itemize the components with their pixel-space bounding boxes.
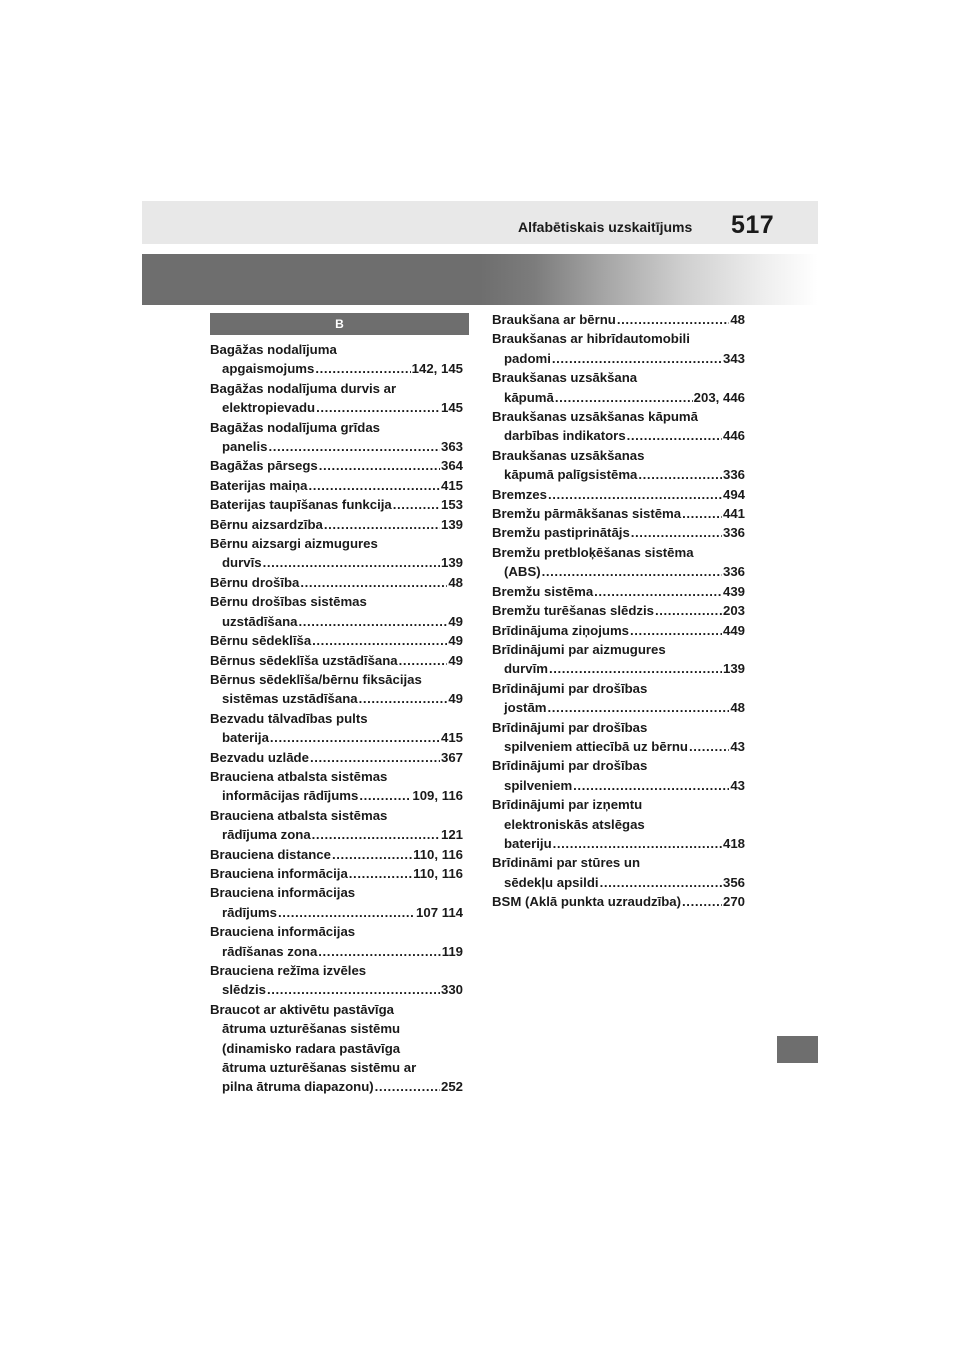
dot-leader: [548, 698, 730, 717]
dot-leader: [393, 495, 440, 514]
index-entry-final-line: [492, 834, 745, 853]
index-entry-final-line: [492, 873, 745, 892]
index-entry-page: 145: [440, 400, 463, 416]
index-entry: [210, 592, 463, 631]
dot-leader: [549, 659, 722, 678]
index-entry: [210, 845, 463, 864]
dot-leader: [553, 834, 722, 853]
index-entry-term: Bremžu sistēma: [492, 583, 594, 599]
index-entry: [492, 504, 745, 523]
dot-leader: [299, 612, 448, 631]
index-entry: [210, 651, 463, 670]
index-entry-final-line: [210, 398, 463, 417]
index-entry-page: 139: [722, 661, 745, 677]
index-entry-final-line: [492, 349, 745, 368]
dot-leader: [682, 892, 722, 911]
index-entry-page: 336: [722, 564, 745, 580]
index-entry-term: spilveniem attiecībā uz bērnu: [504, 738, 688, 754]
index-entry: [492, 329, 745, 368]
index-entry-page: 43: [730, 738, 745, 754]
index-entry: [492, 795, 745, 853]
index-entry-final-line: [210, 515, 463, 534]
index-entry: [210, 418, 463, 457]
index-entry: [210, 961, 463, 1000]
index-entry-final-line: [210, 942, 463, 961]
running-header-title: Alfabētiskais uzskaitījums: [518, 219, 693, 235]
index-entry-page: 441: [722, 506, 745, 522]
index-entry-term: BSM (Aklā punkta uzraudzība): [492, 894, 682, 910]
index-entry: [492, 310, 745, 329]
index-entry-final-line: [492, 601, 745, 620]
index-entry-final-line: [210, 359, 463, 378]
index-entry-final-line: [492, 737, 745, 756]
index-entry-term: Brauciena informācijas: [210, 924, 356, 940]
index-entry: [492, 485, 745, 504]
index-entry-final-line: [210, 689, 463, 708]
index-entry-final-line: [492, 426, 745, 445]
index-entry-term: Brauciena atbalsta sistēmas: [210, 807, 388, 823]
index-entry-page: 363: [440, 439, 463, 455]
dot-leader: [267, 980, 440, 999]
index-entry-page: 336: [722, 525, 745, 541]
index-entry-page: 110, 116: [413, 865, 463, 881]
index-entry-term: elektropievadu: [222, 400, 316, 416]
index-entry-page: 252: [440, 1079, 463, 1095]
dot-leader: [263, 553, 440, 572]
index-entry-final-line: [492, 582, 745, 601]
index-entry-term: uzstādīšana: [222, 613, 298, 629]
index-entry-term: Braukšanas uzsākšanas kāpumā: [492, 409, 698, 425]
index-entry-term: Bremzes: [492, 486, 547, 502]
dot-leader: [399, 651, 448, 670]
index-entry-term: Bērnu drošība: [210, 574, 300, 590]
index-entry-term: Brīdinājumi par drošības: [492, 719, 648, 735]
index-entry-term: sēdekļu apsildi: [504, 874, 599, 890]
index-entry-term: Bērnus sēdeklīša/bērnu fiksācijas: [210, 671, 422, 687]
index-entry: [210, 670, 463, 709]
dot-leader: [318, 942, 440, 961]
index-entry-term: Braukšanas ar hibrīdautomobili: [492, 331, 690, 347]
index-entry-term: Bērnu drošības sistēmas: [210, 594, 367, 610]
dot-leader: [630, 621, 722, 640]
index-entry-page: 49: [448, 613, 463, 629]
index-entry-term: Bērnu aizsardzība: [210, 516, 323, 532]
dot-leader: [270, 728, 440, 747]
dot-leader: [555, 388, 693, 407]
index-entry-final-line: [210, 651, 463, 670]
index-entry: [210, 515, 463, 534]
index-entry-term: spilveniem: [504, 777, 573, 793]
index-entry-term: Brīdinājumi par izņemtu: [492, 797, 643, 813]
index-entry-final-line: [492, 485, 745, 504]
index-entry-page: 153: [440, 497, 463, 513]
index-entry-term: durvīs: [222, 555, 262, 571]
index-entry-page: 49: [448, 652, 463, 668]
index-entry-final-line: [210, 495, 463, 514]
dot-leader: [349, 864, 412, 883]
index-entry-term: elektroniskās atslēgas: [504, 816, 645, 832]
index-entry-final-line: [492, 698, 745, 717]
index-entry-final-line: [210, 553, 463, 572]
index-entry: [492, 446, 745, 485]
index-entry: [492, 718, 745, 757]
index-entry-page: 139: [440, 555, 463, 571]
index-entry-term: Brauciena informācija: [210, 865, 348, 881]
index-entry-final-line: [492, 310, 745, 329]
decorative-gradient-band: [142, 254, 818, 305]
index-entry-page: 49: [448, 633, 463, 649]
index-entry-term: kāpumā: [504, 389, 554, 405]
index-entry-term: kāpumā palīgsistēma: [504, 467, 638, 483]
index-entry: [492, 601, 745, 620]
index-entry-term: Bremžu pastiprinātājs: [492, 525, 630, 541]
index-entry-final-line: [210, 825, 463, 844]
dot-leader: [324, 515, 440, 534]
index-entry-final-line: [210, 786, 463, 805]
index-entry-term: informācijas rādījums: [222, 788, 359, 804]
index-entry-term: Bremžu turēšanas slēdzis: [492, 603, 654, 619]
section-letter-header: B: [210, 313, 469, 335]
index-entry-term: pilna ātruma diapazonu): [222, 1079, 374, 1095]
index-entry-page: 121: [440, 827, 463, 843]
index-entry-page: 107 114: [416, 904, 463, 920]
index-entry-page: 415: [440, 730, 463, 746]
index-entry: [210, 379, 463, 418]
index-entry: [210, 748, 463, 767]
dot-leader: [332, 845, 412, 864]
dot-leader: [600, 873, 722, 892]
index-entry-term: panelis: [222, 439, 268, 455]
index-entry-page: 418: [722, 835, 745, 851]
index-entry-final-line: [210, 748, 463, 767]
dot-leader: [548, 485, 722, 504]
index-entry-term: sistēmas uzstādīšana: [222, 691, 358, 707]
dot-leader: [312, 825, 440, 844]
index-entry-page: 48: [730, 700, 745, 716]
dot-leader: [375, 1077, 440, 1096]
index-entry-term: Brauciena informācijas: [210, 885, 356, 901]
index-entry-final-line: [492, 892, 745, 911]
dot-leader: [655, 601, 722, 620]
index-entry: [492, 640, 745, 679]
index-entry-page: 119: [441, 943, 463, 959]
header-band: [142, 201, 818, 244]
index-entry-final-line: [492, 523, 745, 542]
index-entry-term: darbības indikators: [504, 428, 626, 444]
dot-leader: [617, 310, 729, 329]
index-entry-page: 364: [440, 458, 463, 474]
index-entry-term: Bagāžas nodalījuma durvis ar: [210, 380, 397, 396]
index-entry-term: rādīšanas zona: [222, 943, 318, 959]
index-entry-term: Brīdinājuma ziņojums: [492, 622, 630, 638]
index-entry-term: Brīdinājumi par drošības: [492, 758, 648, 774]
index-entry-final-line: [492, 776, 745, 795]
index-entry: [210, 495, 463, 514]
dot-leader: [689, 737, 729, 756]
index-entry-term: Bērnus sēdeklīša uzstādīšana: [210, 652, 398, 668]
index-entry: [492, 679, 745, 718]
index-entry-term: Braucot ar aktivētu pastāvīga: [210, 1001, 394, 1017]
index-entry: [210, 709, 463, 748]
index-entry: [210, 631, 463, 650]
index-entry-term: ātruma uzturēšanas sistēmu ar: [222, 1060, 417, 1076]
dot-leader: [359, 689, 448, 708]
index-entry-page: 49: [448, 691, 463, 707]
index-column-left: [210, 340, 463, 1097]
index-entry-term: (dinamisko radara pastāvīga: [222, 1040, 401, 1056]
index-entry-page: 336: [722, 467, 745, 483]
dot-leader: [542, 562, 722, 581]
index-entry-final-line: [210, 1077, 463, 1096]
dot-leader: [278, 903, 415, 922]
index-entry-term: slēdzis: [222, 982, 266, 998]
index-entry-term: Bagāžas nodalījuma grīdas: [210, 419, 381, 435]
dot-leader: [310, 748, 440, 767]
index-entry-page: 439: [722, 583, 745, 599]
dot-leader: [682, 504, 722, 523]
index-entry: [210, 922, 463, 961]
index-entry-term: Baterijas maiņa: [210, 477, 308, 493]
index-entry-term: padomi: [504, 350, 551, 366]
index-entry-final-line: [210, 631, 463, 650]
dot-leader: [315, 359, 410, 378]
index-entry: [210, 534, 463, 573]
dot-leader: [268, 437, 440, 456]
dot-leader: [638, 465, 722, 484]
index-entry: [492, 523, 745, 542]
index-entry-page: 494: [722, 486, 745, 502]
chapter-side-tab: [777, 1036, 818, 1063]
index-entry: [492, 621, 745, 640]
index-entry-final-line: [210, 437, 463, 456]
dot-leader: [319, 456, 440, 475]
dot-leader: [594, 582, 722, 601]
index-entry-term: Bērnu aizsargi aizmugures: [210, 536, 378, 552]
index-entry-page: 43: [730, 777, 745, 793]
index-entry-term: Baterijas taupīšanas funkcija: [210, 497, 392, 513]
dot-leader: [309, 476, 440, 495]
index-entry-final-line: [210, 573, 463, 592]
index-entry-page: 367: [440, 749, 463, 765]
index-entry-page: 270: [722, 894, 745, 910]
page-number: 517: [731, 211, 775, 239]
index-entry: [210, 456, 463, 475]
index-entry-page: 203: [722, 603, 745, 619]
index-entry-term: (ABS): [504, 564, 541, 580]
index-entry: [210, 573, 463, 592]
dot-leader: [300, 573, 447, 592]
index-entry-page: 203, 446: [693, 389, 745, 405]
index-entry-term: Brauciena distance: [210, 846, 331, 862]
index-entry-final-line: [492, 504, 745, 523]
dot-leader: [312, 631, 447, 650]
index-entry-term: Brauciena atbalsta sistēmas: [210, 768, 388, 784]
index-entry-term: Bezvadu uzlāde: [210, 749, 309, 765]
index-entry-term: jostām: [504, 700, 547, 716]
index-entry-page: 446: [722, 428, 745, 444]
dot-leader: [631, 523, 722, 542]
index-entry-final-line: [210, 845, 463, 864]
index-entry-page: 415: [440, 477, 463, 493]
dot-leader: [316, 398, 440, 417]
index-entry: [492, 543, 745, 582]
index-entry-page: 109, 116: [412, 788, 463, 804]
index-entry-final-line: [210, 612, 463, 631]
index-entry-term: rādījuma zona: [222, 827, 311, 843]
index-entry: [492, 368, 745, 407]
index-entry-term: Bremžu pārmākšanas sistēma: [492, 506, 682, 522]
index-entry-term: Bezvadu tālvadības pults: [210, 710, 368, 726]
index-entry-term: Braukšanas uzsākšana: [492, 370, 638, 386]
index-entry: [210, 340, 463, 379]
index-entry-final-line: [492, 388, 745, 407]
index-entry-final-line: [210, 980, 463, 999]
index-entry-page: 139: [440, 516, 463, 532]
index-entry-final-line: [210, 456, 463, 475]
index-entry: [492, 892, 745, 911]
index-entry: [210, 1000, 463, 1097]
index-entry-page: 449: [722, 622, 745, 638]
index-entry-term: Brīdināmi par stūres un: [492, 855, 641, 871]
index-entry-term: apgaismojums: [222, 361, 315, 377]
dot-leader: [573, 776, 729, 795]
index-entry-term: Braukšanas uzsākšanas: [492, 447, 645, 463]
index-column-right: [492, 310, 745, 912]
index-entry-term: Braukšana ar bērnu: [492, 312, 616, 327]
index-entry-term: Bagāžas pārsegs: [210, 458, 318, 474]
index-entry: [492, 407, 745, 446]
index-entry-term: durvīm: [504, 661, 548, 677]
index-entry-term: Bērnu sēdeklīša: [210, 633, 312, 649]
dot-leader: [552, 349, 722, 368]
index-entry-page: 330: [440, 982, 463, 998]
index-entry: [492, 756, 745, 795]
index-entry: [210, 476, 463, 495]
index-entry-term: rādījums: [222, 904, 277, 920]
index-entry-final-line: [492, 465, 745, 484]
index-entry-term: Brīdinājumi par drošības: [492, 680, 648, 696]
index-entry-term: baterija: [222, 730, 269, 746]
index-entry: [210, 767, 463, 806]
index-entry-page: 356: [722, 874, 745, 890]
index-entry-final-line: [492, 621, 745, 640]
index-entry-final-line: [210, 476, 463, 495]
index-entry-page: 48: [730, 312, 745, 327]
index-entry-final-line: [492, 659, 745, 678]
dot-leader: [627, 426, 722, 445]
index-entry: [210, 806, 463, 845]
index-entry-page: 343: [722, 350, 745, 366]
index-entry: [210, 864, 463, 883]
index-entry-final-line: [492, 562, 745, 581]
dot-leader: [359, 786, 411, 805]
index-entry: [210, 883, 463, 922]
index-entry: [492, 582, 745, 601]
index-entry: [492, 853, 745, 892]
index-entry-final-line: [210, 728, 463, 747]
index-entry-term: ātruma uzturēšanas sistēmu: [222, 1021, 401, 1037]
index-entry-page: 48: [448, 574, 463, 590]
index-entry-term: Brauciena režīma izvēles: [210, 963, 367, 978]
index-entry-final-line: [210, 864, 463, 883]
index-entry-term: Bagāžas nodalījuma: [210, 342, 337, 357]
index-entry-page: 142, 145: [411, 361, 463, 377]
index-entry-final-line: [210, 903, 463, 922]
index-entry-term: Brīdinājumi par aizmugures: [492, 641, 666, 657]
index-entry-term: Bremžu pretbloķēšanas sistēma: [492, 544, 694, 560]
index-entry-term: bateriju: [504, 835, 552, 851]
index-entry-page: 110, 116: [413, 846, 463, 862]
